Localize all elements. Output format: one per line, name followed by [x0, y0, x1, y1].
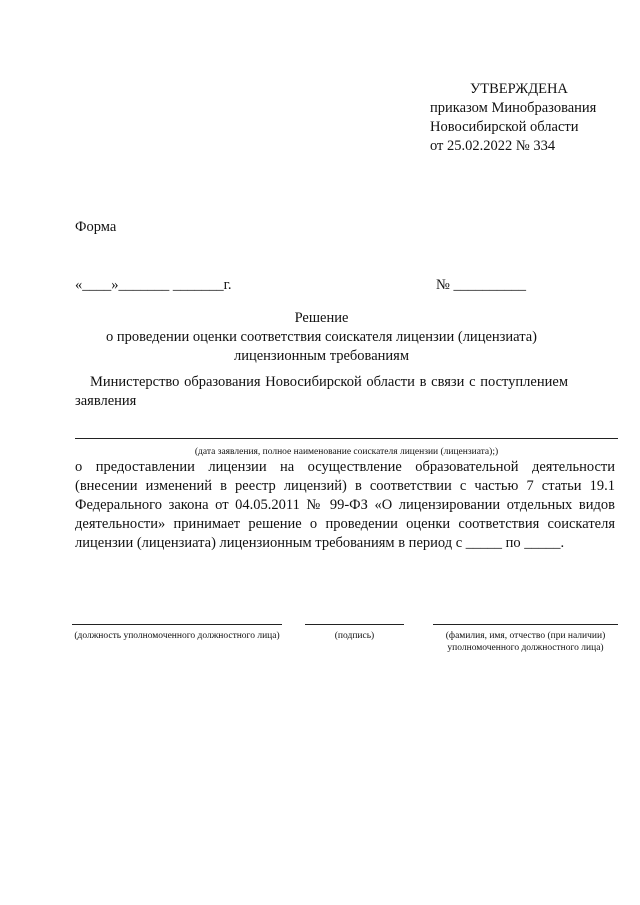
approval-title: УТВЕРЖДЕНА	[470, 81, 568, 97]
number-line: № __________	[436, 277, 526, 293]
decision-paragraph: о предоставлении лицензии на осуществление образовательной деятельности (внесении изменений в реестр лицензий) в соответствии с частью 7 статьи 19.1 Федерального закона от 04.05.2011 № 99-ФЗ «О лицензировании отдельных видов деятельности» принимает решение о проведении оценки соответствия соискателя лицензии (лицензиата) лицензионным требованиям в период с _____ по _____.	[75, 459, 615, 551]
applicant-caption: (дата заявления, полное наименование соискателя лицензии (лицензиата);)	[194, 447, 499, 457]
signature-fill-line	[305, 624, 404, 625]
heading-subtitle-cont: лицензионным требованиям	[233, 348, 410, 364]
date-line: «____»_______ _______г.	[75, 277, 232, 293]
approval-line-region: Новосибирской области	[430, 119, 579, 135]
name-fill-line	[433, 624, 618, 625]
applicant-fill-line	[75, 438, 618, 439]
document-heading	[75, 309, 568, 366]
heading-subtitle: о проведении оценки соответствия соискателя лицензии (лицензиата)	[106, 329, 537, 345]
position-fill-line	[72, 624, 282, 625]
name-caption: (фамилия, имя, отчество (при наличии) уполномоченного должностного лица)	[445, 631, 606, 653]
form-label: Форма	[75, 219, 117, 235]
position-caption: (должность уполномоченного должностного лица)	[74, 631, 280, 641]
approval-block	[430, 80, 630, 156]
approval-line-date: от 25.02.2022 № 334	[430, 138, 556, 154]
intro-paragraph: Министерство образования Новосибирской области в связи с поступлением заявления	[75, 374, 568, 409]
heading-title: Решение	[294, 310, 349, 326]
approval-line-order: приказом Минобразования	[430, 100, 597, 116]
signature-caption: (подпись)	[334, 631, 375, 641]
